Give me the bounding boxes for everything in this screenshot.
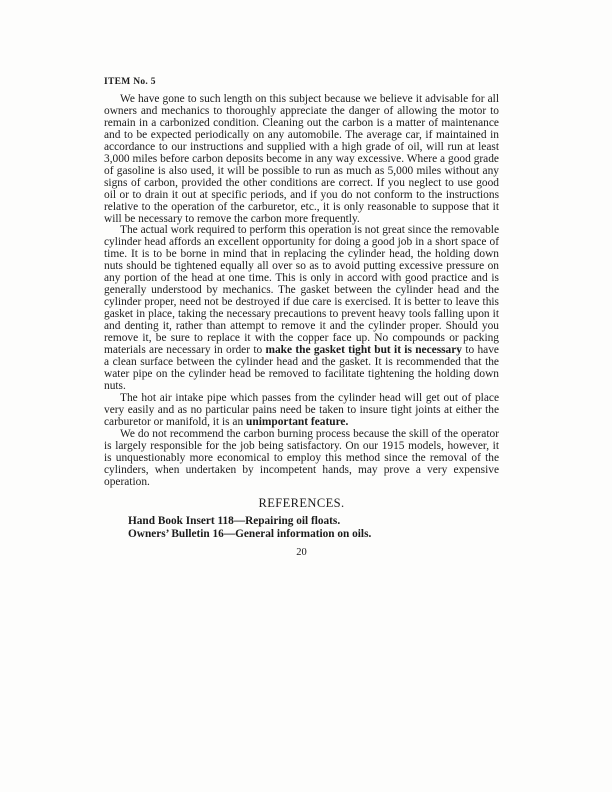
paragraph-cylinder-head: [104, 225, 499, 392]
reference-item: Owners’ Bulletin 16—General information on oils.: [128, 528, 372, 541]
paragraph-2-text: The actual work required to perform this operation is not great since the removable cylinder head affords an excellent opportunity for doing a good job in a short space of time. It is to be borne in mind that in replacing the cylinder head, the holding down nuts should be tightened equally all over so as to avoid putting excessive pressure on any portion of the head at one time. This is only in accord with good practice and is generally understood by mechanics. The gasket between the cylinder head and the cylinder proper, need not be destroyed if due care is exercised. It is better to leave this gasket in place, taking the necessary precautions to prevent heavy tools falling upon it and denting it, rather than attempt to remove it and the cylinder proper. Should you remove it, be sure to replace it with the copper face up. No compounds or packing materials are necessary in order to: [104, 224, 499, 357]
page-number: 20: [296, 547, 307, 559]
paragraph-carbon-maintenance: [104, 94, 499, 225]
reference-item: Hand Book Insert 118—Repairing oil floats.: [128, 515, 341, 528]
references-list: [104, 515, 499, 541]
paragraph-3-text: The hot air intake pipe which passes from the cylinder head will get out of place very easily and as no particular pains need be taken to insure tight joints at either the carburetor or manifold, it is an: [104, 391, 499, 428]
paragraph-2-emphasis: make the gasket tight but it is necessary: [265, 344, 463, 357]
paragraph-3-emphasis: unimportant feature.: [246, 415, 349, 428]
page-content: [104, 76, 499, 559]
paragraph-intake-pipe: [104, 393, 499, 429]
references-title: REFERENCES.: [258, 496, 345, 511]
paragraph-1-text: We have gone to such length on this subject because we believe it advisable for all owners and mechanics to thoroughly appreciate the danger of allowing the motor to remain in a carbonized condition. Cleaning out the carbon is a matter of maintenance and to be expected periodically on any automobile. The average car, if maintained in accordance to our instructions and supplied with a high grade of oil, will run at least 3,000 miles before carbon deposits become in any way excessive. Where a good grade of gasoline is also used, it will be possible to run as much as 5,000 miles without any signs of carbon, provided the other conditions are correct. If you neglect to use good oil or to drain it out at specific periods, and if you do not conform to the instructions relative to the operation of the carburetor, etc., it is only reasonable to suppose that it will be necessary to remove the carbon more frequently.: [104, 93, 499, 225]
paragraph-4-text: We do not recommend the carbon burning process because the skill of the operator is largely responsible for the job being satisfactory. On our 1915 models, however, it is unquestionably more economical to employ this method since the removal of the cylinders, when undertaken by incompetent hands, may prove a very expensive operation.: [104, 427, 499, 488]
paragraph-2-tail: to have a clean surface between the cylinder head and the gasket. It is recommended that the water pipe on the cylinder head be removed to facilitate tightening the holding down nuts.: [104, 344, 499, 392]
paragraph-carbon-burning: [104, 429, 499, 489]
item-heading: ITEM No. 5: [104, 77, 156, 87]
